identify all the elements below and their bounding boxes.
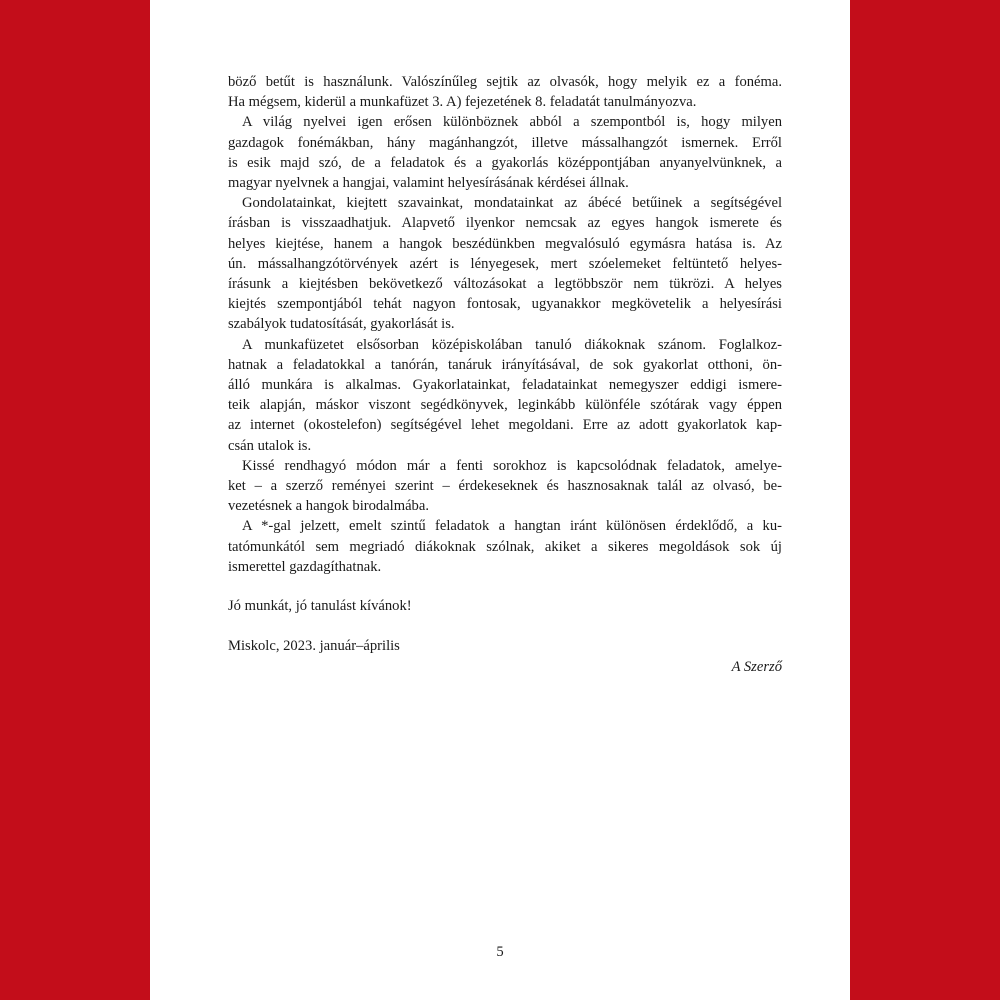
body-text — [228, 72, 782, 577]
text-line: gazdagok fonémákban, hány magánhangzót, illetve mássalhangzót ismernek. Erről — [228, 134, 782, 151]
page-number: 5 — [496, 944, 504, 960]
text-line: vezetésnek a hangok birodalmába. — [228, 498, 429, 515]
text-line: böző betűt is használunk. Valószínűleg sejtik az olvasók, hogy melyik ez a fonéma. — [228, 74, 782, 90]
text-line: Ha mégsem, kiderül a munkafüzet 3. A) fejezetének 8. feladatát tanulmányozva. — [228, 94, 697, 111]
text-line: A *-gal jelzett, emelt szintű feladatok a hangtan iránt különösen érdeklődő, a ku- — [242, 518, 782, 535]
text-line: kiejtés szempontjából tehát nagyon fontosak, ugyanakkor megkövetelik a helyesírási — [228, 296, 782, 313]
author-signature: A Szerző — [731, 659, 782, 675]
text-line: magyar nyelvnek a hangjai, valamint helyesírásának kérdései állnak. — [228, 175, 629, 192]
text-line: hatnak a feladatokkal a tanórán, tanáruk irányításával, de sok gyakorlat otthoni, ön- — [228, 356, 782, 373]
text-line: írásban is visszaadhatjuk. Alapvető ilyenkor nemcsak az egyes hangok ismerete és — [228, 215, 782, 232]
text-line: ket – a szerző reményei szerint – érdekeseknek és hasznosaknak talál az olvasó, be- — [228, 478, 782, 495]
book-page — [150, 0, 850, 1000]
text-line: is esik majd szó, de a feladatok és a gyakorlás középpontjában anyanyelvünknek, a — [228, 154, 782, 171]
text-line: írásunk a kiejtésben bekövetkező változásokat a legtöbbször nem tükrözi. A helyes — [228, 276, 782, 293]
text-line: A világ nyelvei igen erősen különböznek abból a szempontból is, hogy milyen — [242, 114, 782, 131]
text-line: az internet (okostelefon) segítségével lehet megoldani. Erre az adott gyakorlatok kap- — [228, 417, 782, 434]
text-line: szabályok tudatosítását, gyakorlását is. — [228, 316, 455, 333]
text-line: Gondolatainkat, kiejtett szavainkat, mondatainkat az ábécé betűinek a segítségével — [242, 195, 782, 212]
text-line: tatómunkától sem megriadó diákoknak szólnak, akiket a sikeres megoldások sok új — [228, 538, 782, 555]
text-line: álló munkára is alkalmas. Gyakorlatainkat, feladatainkat nemegyszer eddigi ismere- — [228, 377, 782, 394]
text-line: csán utalok is. — [228, 437, 312, 454]
closing-line: Jó munkát, jó tanulást kívánok! — [228, 598, 412, 614]
text-line: ismerettel gazdagíthatnak. — [228, 558, 382, 575]
text-line: Kissé rendhagyó módon már a fenti sorokhoz is kapcsolódnak feladatok, amelye- — [242, 457, 782, 474]
place-date: Miskolc, 2023. január–április — [228, 638, 400, 654]
text-line: A munkafüzetet elsősorban középiskolában tanuló diákoknak szánom. Foglalkoz- — [242, 336, 782, 353]
text-line: helyes kiejtése, hanem a hangok beszédünkben megvalósuló egymásra hatása is. Az — [228, 235, 782, 252]
closing-wish — [228, 596, 782, 616]
text-line: teik alapján, máskor viszont segédkönyvek, leginkább különféle szótárak vagy éppen — [228, 397, 782, 414]
text-line: ún. mássalhangzótörvények azért is lényegesek, mert szóelemeket feltüntető helyes- — [228, 255, 782, 272]
